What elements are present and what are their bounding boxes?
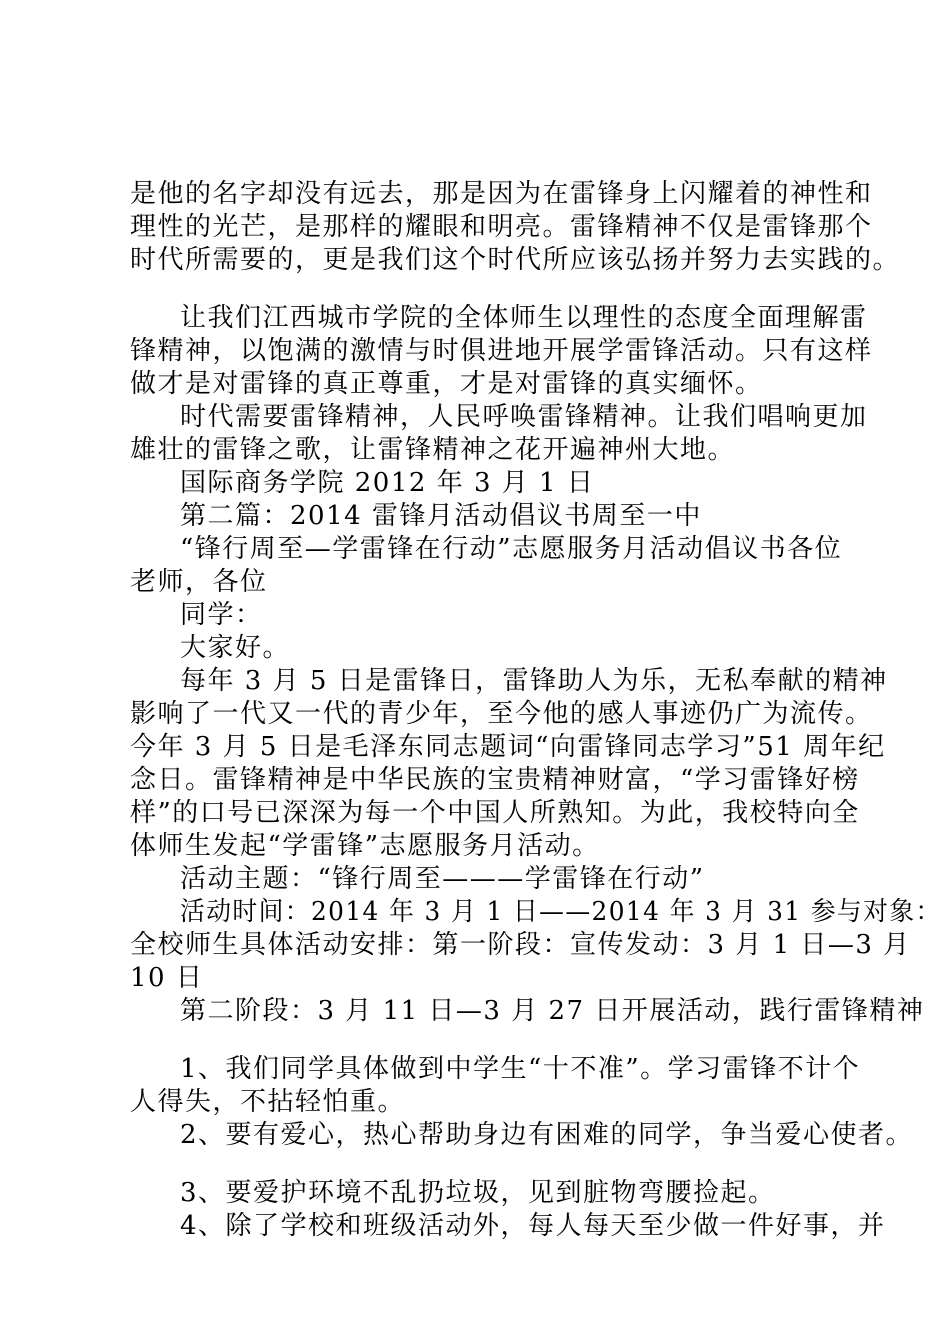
text-line: 同学： xyxy=(180,600,263,630)
text-line: 老师，各位 xyxy=(130,567,268,597)
text-line: 影响了一代又一代的青少年，至今他的感人事迹仍广为流传。 xyxy=(130,699,873,729)
text-line: 国际商务学院 2012 年 3 月 1 日 xyxy=(180,468,595,498)
list-item: 人得失，不拈轻怕重。 xyxy=(130,1087,406,1117)
section-heading: 第二篇：2014 雷锋月活动倡议书周至一中 xyxy=(180,501,702,531)
text-line: 做才是对雷锋的真正尊重，才是对雷锋的真实缅怀。 xyxy=(130,369,763,399)
list-item: 1、我们同学具体做到中学生“十不准”。学习雷锋不计个 xyxy=(180,1054,861,1084)
text-line: 全校师生具体活动安排：第一阶段：宣传发动：3 月 1 日—3 月 xyxy=(130,930,911,960)
list-item: 4、除了学校和班级活动外，每人每天至少做一件好事，并 xyxy=(180,1211,886,1241)
text-line: 锋精神，以饱满的激情与时俱进地开展学雷锋活动。只有这样 xyxy=(130,336,873,366)
text-line: 活动时间：2014 年 3 月 1 日——2014 年 3 月 31 参与对象： xyxy=(180,897,942,927)
text-line: 体师生发起“学雷锋”志愿服务月活动。 xyxy=(130,831,600,861)
text-line: 让我们江西城市学院的全体师生以理性的态度全面理解雷 xyxy=(180,303,868,333)
text-line: 雄壮的雷锋之歌，让雷锋精神之花开遍神州大地。 xyxy=(130,435,736,465)
text-line: 是他的名字却没有远去，那是因为在雷锋身上闪耀着的神性和 xyxy=(130,179,873,209)
text-line: 时代需要雷锋精神，人民呼唤雷锋精神。让我们唱响更加 xyxy=(180,402,868,432)
text-line: 10 日 xyxy=(130,963,204,993)
text-line: 时代所需要的，更是我们这个时代所应该弘扬并努力去实践的。 xyxy=(130,245,901,275)
text-line: 第二阶段：3 月 11 日—3 月 27 日开展活动，践行雷锋精神 xyxy=(180,996,925,1026)
text-line: 大家好。 xyxy=(180,633,291,663)
text-line: 念日。雷锋精神是中华民族的宝贵精神财富，“学习雷锋好榜 xyxy=(130,765,860,795)
list-item: 3、要爱护环境不乱扔垃圾，见到脏物弯腰捡起。 xyxy=(180,1178,776,1208)
text-line: 理性的光芒，是那样的耀眼和明亮。雷锋精神不仅是雷锋那个 xyxy=(130,212,873,242)
text-line: 样”的口号已深深为每一个中国人所熟知。为此，我校特向全 xyxy=(130,798,860,828)
text-line: “锋行周至—学雷锋在行动”志愿服务月活动倡议书各位 xyxy=(180,534,843,564)
text-line: 今年 3 月 5 日是毛泽东同志题词“向雷锋同志学习”51 周年纪 xyxy=(130,732,886,762)
text-line: 活动主题：“锋行周至———学雷锋在行动” xyxy=(180,864,705,894)
text-line: 每年 3 月 5 日是雷锋日，雷锋助人为乐，无私奉献的精神 xyxy=(180,666,888,696)
list-item: 2、要有爱心，热心帮助身边有困难的同学，争当爱心使者。 xyxy=(180,1120,914,1150)
